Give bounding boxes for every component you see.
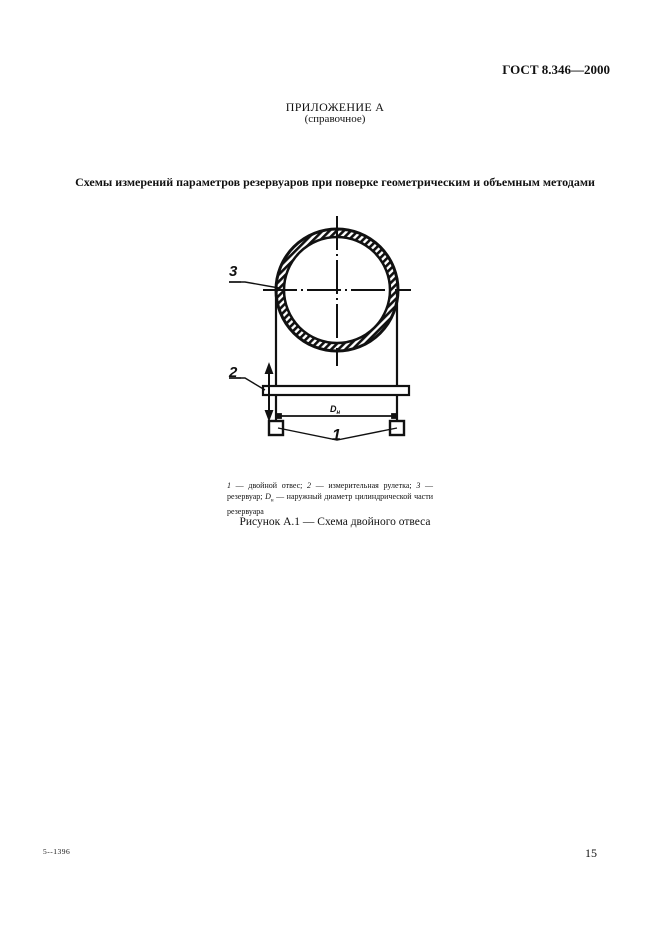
label-tape: 2 [229,364,238,381]
legend-num-1: 1 [227,481,231,490]
page-number: 15 [585,846,597,860]
label-diameter: $D_н$ [330,404,341,416]
measuring-tape [263,386,409,395]
label-plumb: 1 [332,427,341,444]
print-code: 5--1396 [43,847,71,856]
figure-caption: Рисунок А.1 — Схема двойного отвеса [239,516,431,528]
figure-legend: 1 — двойной отвес; 2 — измерительная рулетка; 3 — резервуар; $D_н$ — наружный диаметр цилиндрической части резервуара [227,481,434,516]
label-tank: 3 [229,263,238,280]
